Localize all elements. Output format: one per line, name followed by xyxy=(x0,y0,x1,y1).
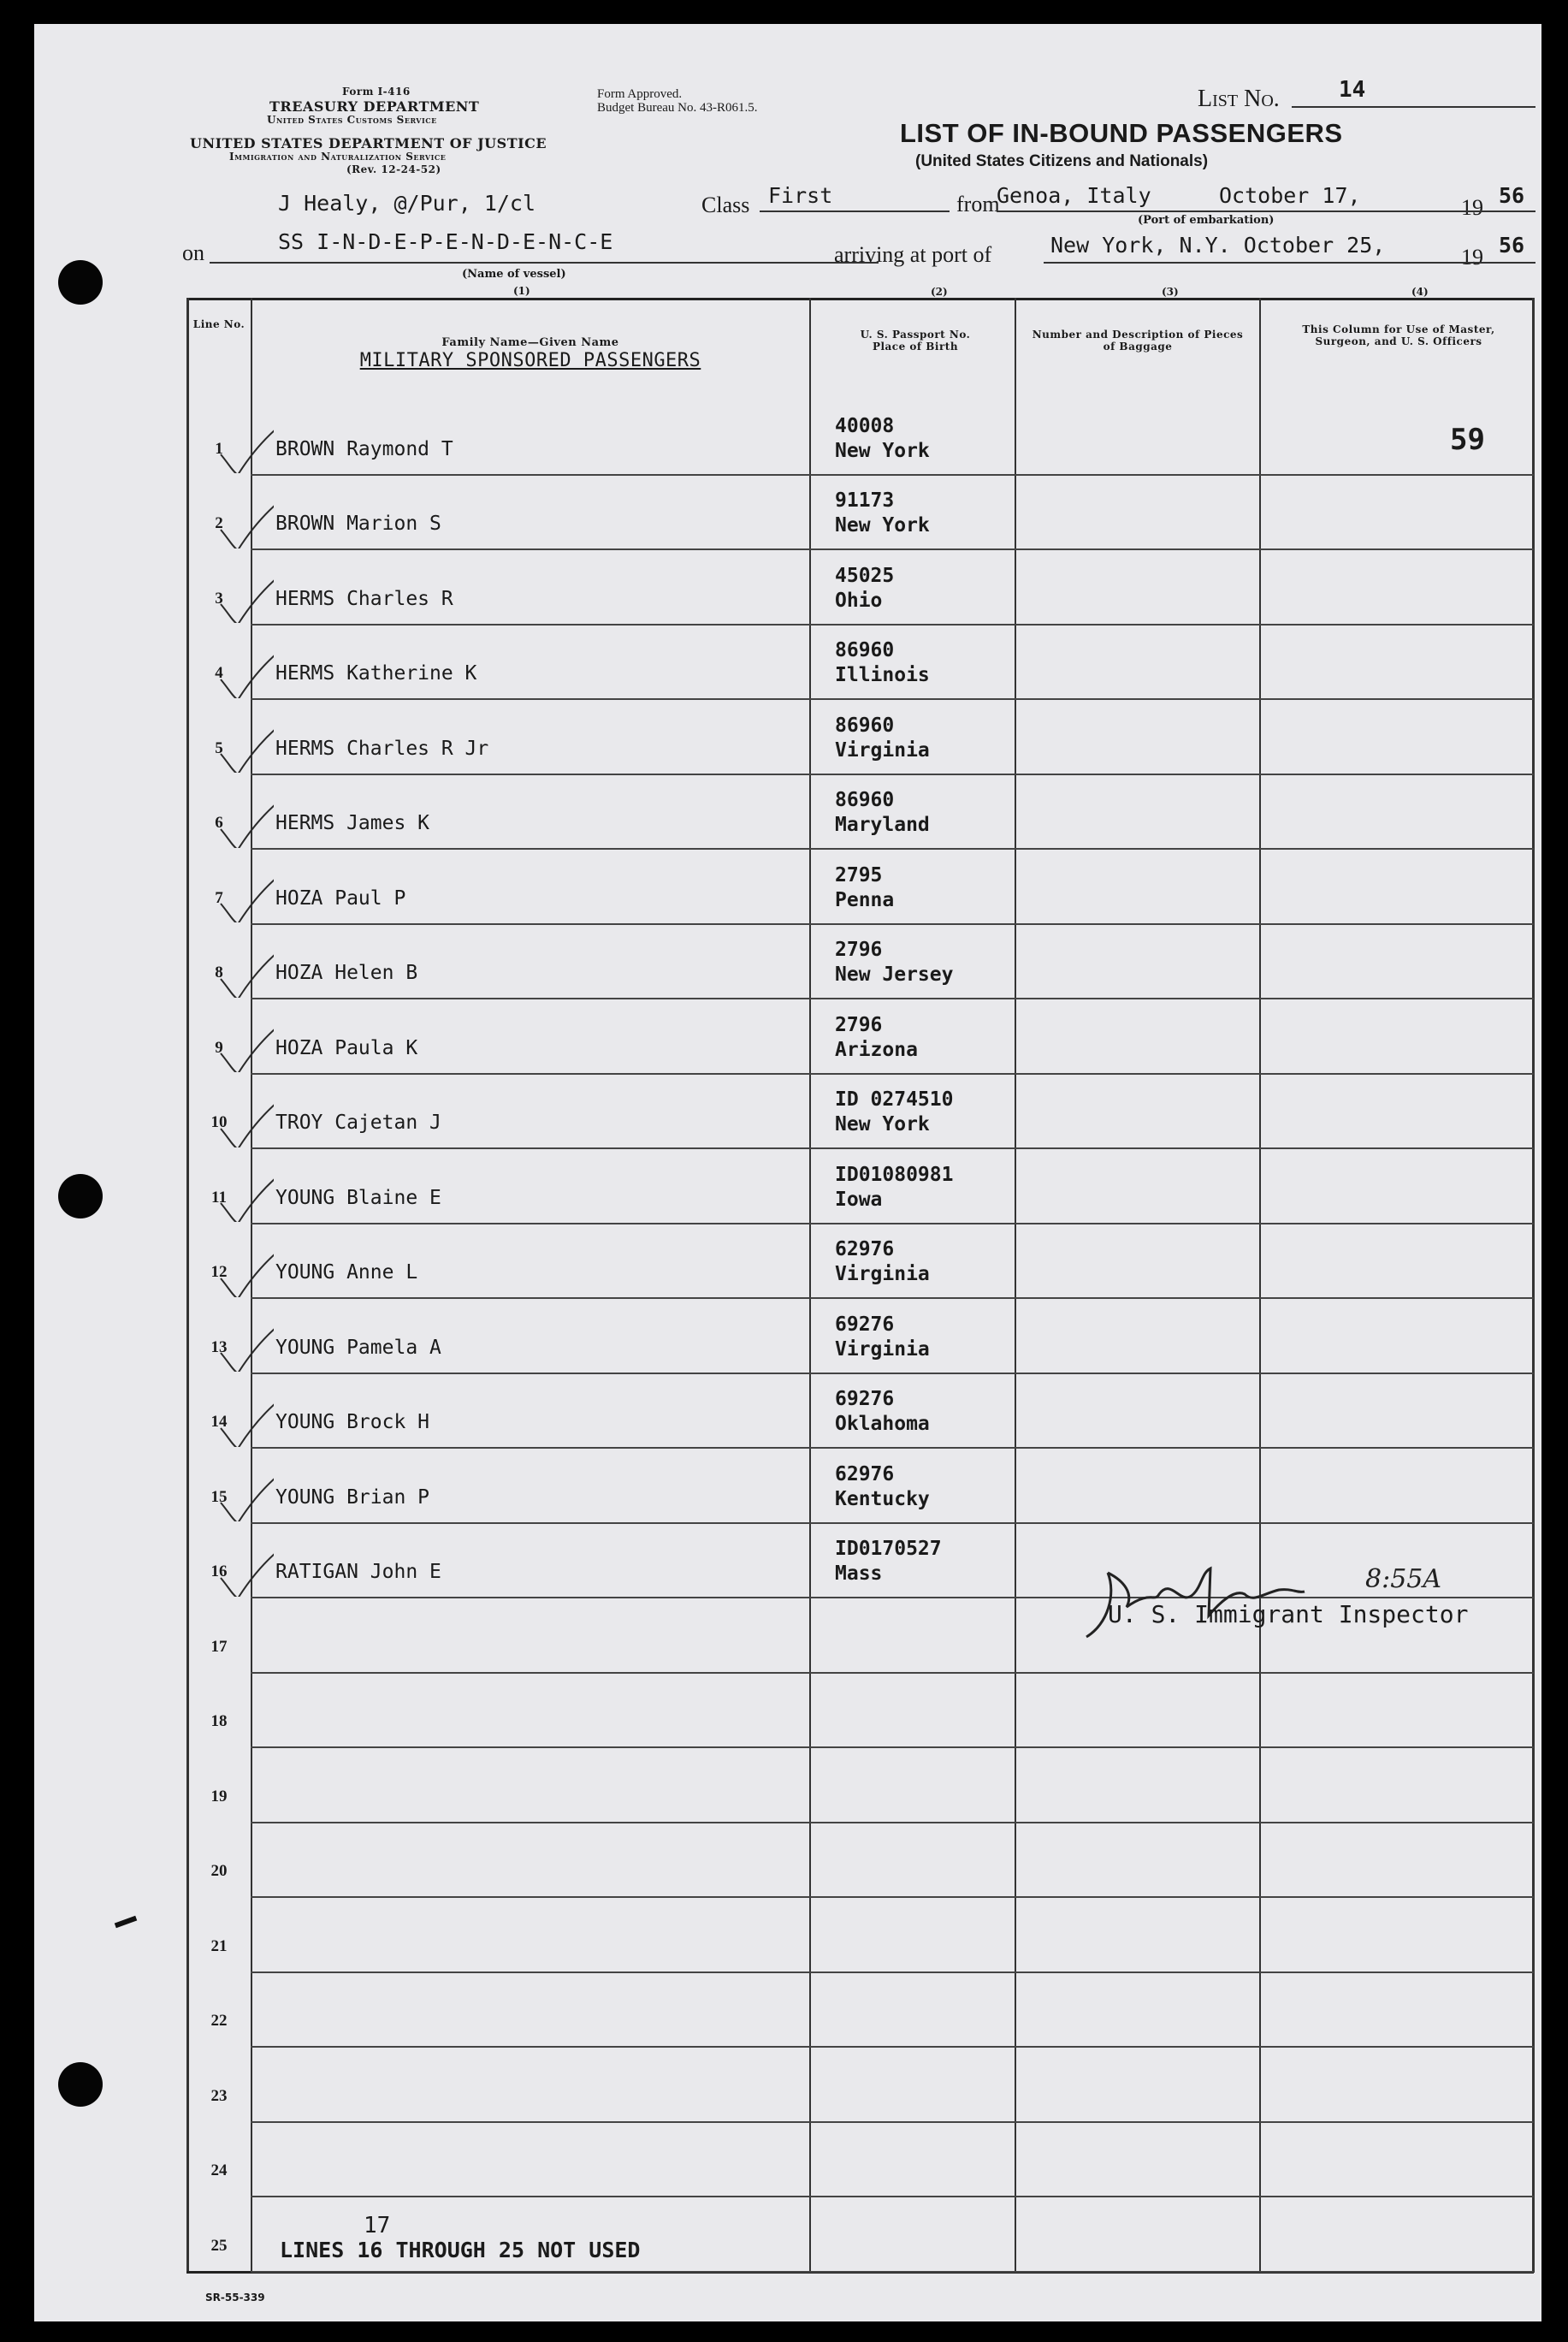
row-line-number: 19 xyxy=(210,1787,228,1805)
row-line-number: 18 xyxy=(210,1712,228,1730)
justice-department: UNITED STATES DEPARTMENT OF JUSTICE xyxy=(190,135,547,151)
place-of-birth: Virginia xyxy=(835,1263,930,1285)
passenger-name: HOZA Paul P xyxy=(275,886,406,910)
row-separator xyxy=(251,998,1534,999)
stray-mark xyxy=(115,1916,137,1929)
lines-not-used-note xyxy=(280,2238,640,2262)
check-mark-icon xyxy=(214,1453,274,1521)
row-separator xyxy=(251,774,1534,775)
port-caption: (Port of embarkation) xyxy=(1138,214,1275,227)
row-line-number: 2 xyxy=(215,514,223,532)
check-mark-icon xyxy=(214,704,274,773)
vessel-caption: (Name of vessel) xyxy=(462,268,566,281)
check-mark-icon xyxy=(214,1528,274,1597)
footer-code: SR-55-339 xyxy=(205,2292,265,2303)
row-line-number: 4 xyxy=(215,664,223,682)
passenger-name: HOZA Paula K xyxy=(275,1036,418,1059)
passport-number: 40008 xyxy=(835,414,895,437)
passport-number: ID 0274510 xyxy=(835,1088,954,1111)
column-number-3: (3) xyxy=(1162,286,1179,298)
place-of-birth: Arizona xyxy=(835,1038,918,1061)
header-officers: This Column for Use of Master, Surgeon, and U. S. Officers xyxy=(1302,323,1495,347)
passenger-name: HERMS James K xyxy=(275,812,430,834)
row-separator xyxy=(251,2271,1534,2273)
passport-number: 2796 xyxy=(835,939,883,961)
row-line-number: 12 xyxy=(210,1263,228,1281)
row-separator xyxy=(251,1297,1534,1299)
binder-hole-middle xyxy=(58,1174,103,1218)
passport-number: 62976 xyxy=(835,1238,895,1260)
arrival-year-prefix: 19 xyxy=(1461,245,1483,270)
passenger-name: HERMS Katherine K xyxy=(275,662,477,685)
row-separator xyxy=(251,474,1534,476)
passenger-name: YOUNG Anne L xyxy=(275,1261,418,1284)
row-line-number: 16 xyxy=(210,1562,228,1580)
column-number-4: (4) xyxy=(1411,286,1429,298)
place-of-birth: Oklahoma xyxy=(835,1413,930,1435)
passport-number: 86960 xyxy=(835,789,895,811)
place-of-birth: Kentucky xyxy=(835,1487,930,1510)
header-passport: U. S. Passport No. Place of Birth xyxy=(860,329,971,353)
arriving-label: arriving at port of xyxy=(834,242,992,267)
place-of-birth: Illinois xyxy=(835,664,930,686)
revision-date: (Rev. 12-24-52) xyxy=(346,163,441,175)
row-separator xyxy=(251,2196,1534,2197)
passenger-name: BROWN Raymond T xyxy=(275,437,453,460)
row-separator xyxy=(251,548,1534,550)
row-separator xyxy=(251,848,1534,850)
arrival-year: 56 xyxy=(1499,233,1525,258)
row-line-number: 9 xyxy=(215,1038,223,1057)
passenger-name: BROWN Marion S xyxy=(275,513,441,535)
officer-notation: 59 xyxy=(1450,423,1485,457)
row-separator xyxy=(251,1746,1534,1748)
passport-number: 2796 xyxy=(835,1013,883,1036)
row-separator xyxy=(251,1447,1534,1449)
arrival-port: New York, N.Y. October 25, xyxy=(1050,233,1386,258)
passport-number: 45025 xyxy=(835,564,895,587)
row-separator xyxy=(251,1073,1534,1075)
header-line-no: Line No. xyxy=(192,318,246,330)
passenger-name: HOZA Helen B xyxy=(275,962,418,984)
check-mark-icon xyxy=(214,630,274,698)
check-mark-icon xyxy=(214,854,274,922)
check-mark-icon xyxy=(214,1229,274,1297)
table-right-border xyxy=(1532,298,1535,2273)
list-number-value: 14 xyxy=(1339,77,1366,103)
place-of-birth: Penna xyxy=(835,888,895,911)
place-of-birth: Maryland xyxy=(835,814,930,836)
row-separator xyxy=(251,1147,1534,1149)
form-number: Form I-416 xyxy=(342,86,411,98)
column-number-1: (1) xyxy=(513,285,530,297)
embarkation-year: 56 xyxy=(1499,183,1525,208)
customs-service: United States Customs Service xyxy=(267,114,437,126)
place-of-birth: New York xyxy=(835,514,930,537)
embarkation-year-prefix: 19 xyxy=(1461,195,1483,220)
lines-suffix: THROUGH 25 NOT USED xyxy=(395,2238,641,2262)
row-line-number: 5 xyxy=(215,738,223,757)
row-line-number: 6 xyxy=(215,814,223,832)
table-top-border xyxy=(186,298,1534,300)
embarkation-date: October 17, xyxy=(1219,183,1361,208)
page-title: LIST OF IN-BOUND PASSENGERS xyxy=(900,118,1343,148)
place-of-birth: Virginia xyxy=(835,738,930,762)
passenger-name: YOUNG Blaine E xyxy=(275,1186,441,1209)
immigration-service: Immigration and Naturalization Service xyxy=(229,151,447,163)
row-line-number: 24 xyxy=(210,2161,228,2179)
vessel-name: SS I-N-D-E-P-E-N-D-E-N-C-E xyxy=(278,229,613,254)
row-separator xyxy=(251,1373,1534,1374)
check-mark-icon xyxy=(214,1303,274,1372)
place-of-birth: New York xyxy=(835,439,930,462)
inspector-title: U. S. Immigrant Inspector xyxy=(1108,1600,1469,1628)
lines-from: 16 xyxy=(357,2238,383,2262)
manifest-page xyxy=(34,24,1541,2321)
passport-number: 86960 xyxy=(835,639,895,661)
check-mark-icon xyxy=(214,1379,274,1447)
row-line-number: 8 xyxy=(215,963,223,981)
row-line-number: 11 xyxy=(211,1188,227,1207)
treasury-department: TREASURY DEPARTMENT xyxy=(269,98,480,115)
form-approved: Form Approved. xyxy=(597,87,683,101)
row-line-number: 25 xyxy=(210,2236,228,2255)
header-family-name: Family Name—Given Name xyxy=(441,336,619,349)
row-separator xyxy=(251,1672,1534,1674)
passport-number: 69276 xyxy=(835,1313,895,1336)
row-line-number: 22 xyxy=(210,2012,228,2030)
master-name: J Healy, @/Pur, 1/cl xyxy=(278,191,536,216)
port-of-embarkation: Genoa, Italy xyxy=(997,183,1151,208)
row-separator xyxy=(251,1971,1534,1973)
row-line-number: 10 xyxy=(210,1113,228,1131)
passport-number: 91173 xyxy=(835,489,895,512)
check-mark-icon xyxy=(214,554,274,623)
check-mark-icon xyxy=(214,405,274,473)
header-baggage: Number and Description of Pieces of Baggage xyxy=(1032,329,1244,353)
row-separator xyxy=(251,2121,1534,2123)
on-label: on xyxy=(182,240,204,265)
header-military-sponsored: MILITARY SPONSORED PASSENGERS xyxy=(359,350,701,371)
row-separator xyxy=(251,1223,1534,1224)
row-separator xyxy=(251,2046,1534,2048)
page-subtitle: (United States Citizens and Nationals) xyxy=(915,152,1209,170)
row-separator xyxy=(251,923,1534,925)
row-separator xyxy=(251,1896,1534,1898)
check-mark-icon xyxy=(214,929,274,998)
row-line-number: 23 xyxy=(210,2086,228,2105)
row-separator xyxy=(251,1522,1534,1524)
row-separator xyxy=(251,1822,1534,1823)
row-line-number: 20 xyxy=(210,1862,228,1880)
check-mark-icon xyxy=(214,480,274,548)
passenger-name: HERMS Charles R Jr xyxy=(275,737,489,760)
class-value: First xyxy=(768,183,833,208)
class-label: Class xyxy=(701,193,750,217)
passport-number: ID01080981 xyxy=(835,1163,954,1186)
check-mark-icon xyxy=(214,780,274,848)
row-line-number: 21 xyxy=(210,1936,228,1955)
place-of-birth: Virginia xyxy=(835,1337,930,1361)
place-of-birth: Mass xyxy=(835,1562,883,1585)
from-label: from xyxy=(956,192,1000,216)
lines-correction: 17 xyxy=(364,2213,391,2238)
lines-prefix: LINES xyxy=(280,2238,345,2262)
passenger-name: HERMS Charles R xyxy=(275,587,453,610)
table-left-border xyxy=(186,298,189,2273)
passport-number: 86960 xyxy=(835,714,895,737)
budget-bureau: Budget Bureau No. 43-R061.5. xyxy=(597,101,758,115)
passport-number: 69276 xyxy=(835,1388,895,1410)
binder-hole-bottom xyxy=(58,2062,103,2107)
row-separator xyxy=(251,624,1534,626)
passenger-name: YOUNG Pamela A xyxy=(275,1336,441,1359)
passenger-name: RATIGAN John E xyxy=(275,1561,441,1583)
column-number-2: (2) xyxy=(931,286,948,298)
row-line-number: 14 xyxy=(210,1413,228,1431)
place-of-birth: New York xyxy=(835,1113,930,1135)
passport-number: 62976 xyxy=(835,1462,895,1485)
passenger-name: YOUNG Brian P xyxy=(275,1485,430,1509)
row-line-number: 13 xyxy=(210,1337,228,1356)
place-of-birth: Iowa xyxy=(835,1188,883,1211)
row-line-number: 1 xyxy=(215,439,223,458)
row-line-number: 17 xyxy=(210,1637,228,1656)
list-number-label: List No. xyxy=(1198,86,1280,112)
check-mark-icon xyxy=(214,1079,274,1147)
row-line-number: 15 xyxy=(210,1487,228,1506)
row-line-number: 3 xyxy=(215,589,223,608)
inspector-time: 8:55A xyxy=(1365,1564,1442,1594)
passenger-name: TROY Cajetan J xyxy=(275,1112,441,1134)
place-of-birth: Ohio xyxy=(835,589,883,612)
place-of-birth: New Jersey xyxy=(835,963,954,986)
passport-number: ID0170527 xyxy=(835,1538,942,1560)
check-mark-icon xyxy=(214,1004,274,1072)
passenger-name: YOUNG Brock H xyxy=(275,1411,430,1433)
passport-number: 2795 xyxy=(835,863,883,886)
row-separator xyxy=(251,698,1534,700)
check-mark-icon xyxy=(214,1153,274,1222)
row-line-number: 7 xyxy=(215,888,223,907)
binder-hole-top xyxy=(58,260,103,305)
